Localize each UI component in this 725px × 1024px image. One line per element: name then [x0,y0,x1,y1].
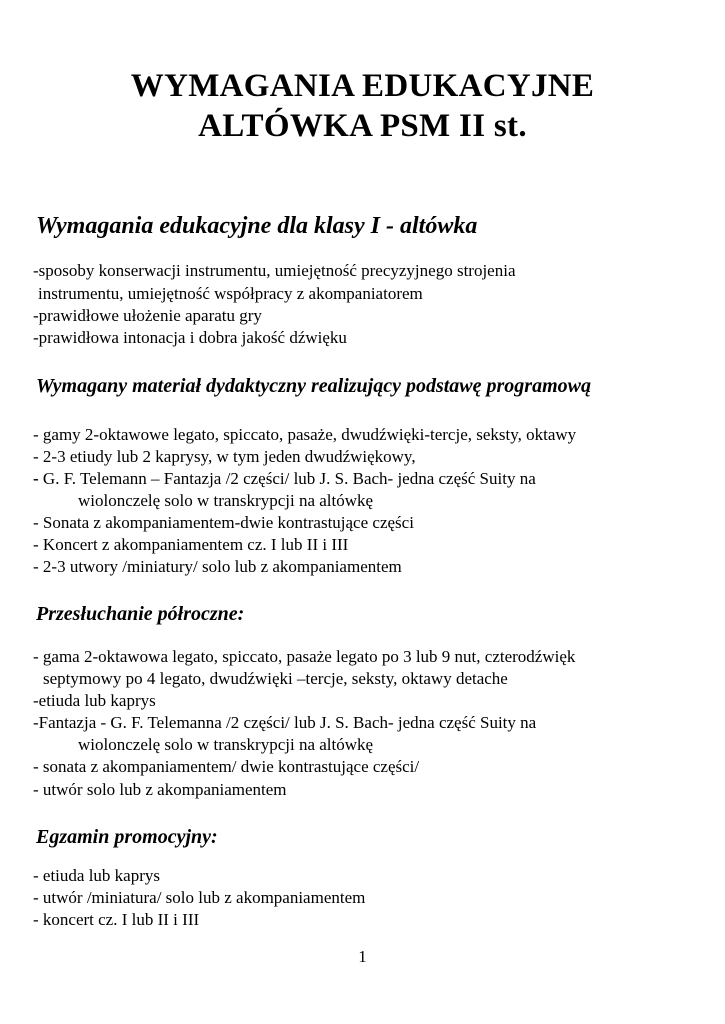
section1-line: -prawidłowe ułożenie aparatu gry [33,306,262,325]
section1-line: -sposoby konserwacji instrumentu, umiejętność precyzyjnego strojenia [33,261,516,280]
section2-line: wiolonczelę solo w transkrypcji na altówkę [78,491,374,510]
section3-line: - sonata z akompaniamentem/ dwie kontrastujące części/ [33,757,420,776]
section1-line: -prawidłowa intonacja i dobra jakość dźwięku [33,328,347,347]
section4-line: - utwór /miniatura/ solo lub z akompaniamentem [33,888,366,907]
section4-line: - koncert cz. I lub II i III [33,910,200,929]
section4-line: - etiuda lub kaprys [33,866,160,885]
section1-heading: Wymagania edukacyjne dla klasy I - altówka [36,213,478,239]
page-number: 1 [358,947,367,966]
document-title-line-2: ALTÓWKA PSM II st. [198,108,527,144]
section3-line: wiolonczelę solo w transkrypcji na altówkę [78,735,374,754]
bold-dash: - [33,469,39,488]
section4-heading: Egzamin promocyjny: [36,826,218,848]
section3-line: - utwór solo lub z akompaniamentem [33,780,287,799]
section3-line: septymowy po 4 legato, dwudźwięki –tercje, seksty, oktawy detache [43,669,508,688]
section2-line-text: G. F. Telemann – Fantazja /2 części/ lub J. S. Bach- jedna część Suity na [42,469,536,488]
section2-line: - 2-3 utwory /miniatury/ solo lub z akompaniamentem [33,557,402,576]
document-title-line-1: WYMAGANIA EDUKACYJNE [130,68,595,104]
section3-heading: Przesłuchanie półroczne: [36,603,245,625]
section2-line: - Koncert z akompaniamentem cz. I lub II i III [33,535,349,554]
section3-line: -etiuda lub kaprys [33,691,156,710]
section3-line: -Fantazja - G. F. Telemanna /2 części/ lub J. S. Bach- jedna część Suity na [33,713,537,732]
section1-line: instrumentu, umiejętność współpracy z akompaniatorem [38,284,423,303]
section2-heading: Wymagany materiał dydaktyczny realizujący podstawę programową [36,375,591,397]
section2-line [33,468,536,490]
section2-line: - gamy 2-oktawowe legato, spiccato, pasaże, dwudźwięki-tercje, seksty, oktawy [33,425,577,444]
section3-line: - gama 2-oktawowa legato, spiccato, pasaże legato po 3 lub 9 nut, czterodźwięk [33,647,576,666]
section2-line: - 2-3 etiudy lub 2 kaprysy, w tym jeden dwudźwiękowy, [33,447,416,466]
section2-line: - Sonata z akompaniamentem-dwie kontrastujące części [33,513,414,532]
